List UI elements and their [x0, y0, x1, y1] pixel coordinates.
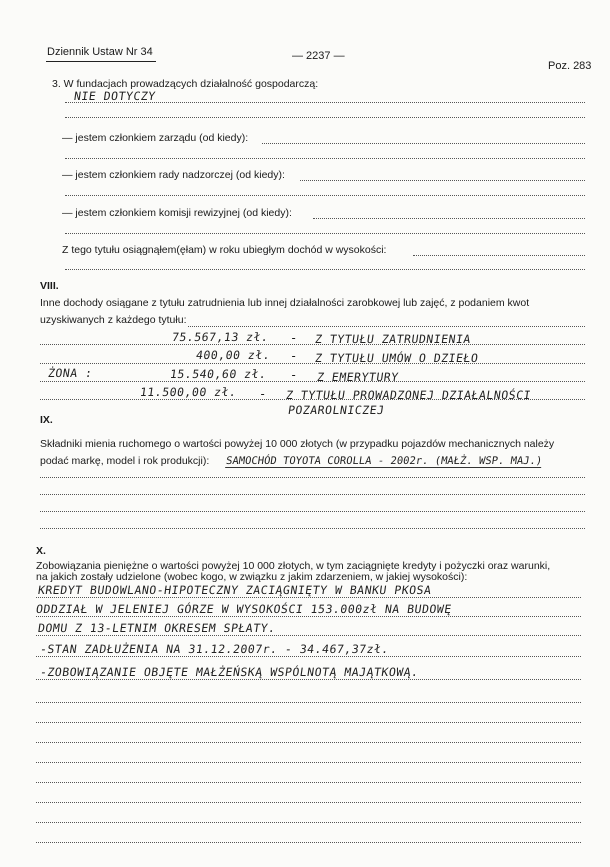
entry-dash-1: - [290, 331, 298, 345]
board-member-label: — jestem członkiem zarządu (od kiedy): [62, 132, 249, 144]
answer-line [413, 255, 585, 256]
section9-text-line1: Składniki mienia ruchomego o wartości powyżej 10 000 złotych (w przypadku pojazdów mechanicznych należy [40, 438, 555, 450]
liability-line-1: KREDYT BUDOWLANO-HIPOTECZNY ZACIĄGNIĘTY W BANKU PKOSA [37, 583, 433, 597]
answer-line [65, 102, 585, 103]
income-source-2: Z TYTUŁU UMÓW O DZIEŁO [314, 351, 480, 365]
answer-line [40, 344, 585, 345]
section3-answer: NIE DOTYCZY [73, 89, 157, 103]
answer-line [40, 494, 585, 495]
section10-text-line1: Zobowiązania pieniężne o wartości powyżej 10 000 złotych, w tym zaciągnięte kredyty i pożyczki oraz warunki, [36, 560, 551, 572]
answer-line [313, 218, 585, 219]
income-amount-3: 15.540,60 zł. [169, 367, 268, 381]
section9-title: IX. [40, 414, 53, 426]
answer-line [36, 762, 581, 763]
answer-line [36, 702, 581, 703]
income-amount-1: 75.567,13 zł. [171, 330, 270, 344]
answer-line [65, 195, 585, 196]
section9-text-line2: podać markę, model i rok produkcji): [40, 455, 210, 467]
section10-title: X. [36, 545, 46, 557]
answer-line [36, 782, 581, 783]
answer-line [36, 822, 581, 823]
answer-line [36, 842, 581, 843]
answer-line [65, 158, 585, 159]
answer-line [40, 399, 585, 400]
answer-line [36, 722, 581, 723]
answer-line [40, 528, 585, 529]
answer-line [36, 635, 581, 636]
movable-property-answer: SAMOCHÓD TOYOTA COROLLA - 2002r. (MAŁŻ. WSP. MAJ.) [225, 455, 543, 467]
income-amount-4: 11.500,00 zł. [139, 385, 238, 399]
supervisory-member-label: — jestem członkiem rady nadzorczej (od kiedy): [62, 169, 285, 181]
position-number: Poz. 283 [548, 60, 592, 72]
entry-dash-4: - [259, 387, 267, 401]
answer-line [40, 363, 585, 364]
spouse-label: ŻONA : [47, 366, 94, 380]
answer-line [36, 597, 581, 598]
income-source-4-continuation: POZAROLNICZEJ [287, 403, 386, 417]
answer-line [65, 233, 585, 234]
liability-line-4: -STAN ZADŁUŻENIA NA 31.12.2007r. - 34.467,37zł. [39, 642, 390, 656]
liability-line-2: ODDZIAŁ W JELENIEJ GÓRZE W WYSOKOŚCI 153.000zł NA BUDOWĘ [35, 602, 453, 616]
section3-heading: 3. W fundacjach prowadzących działalność gospodarczą: [52, 78, 319, 90]
section10-text-line2: na jakich zostały udzielone (wobec kogo, w związku z jakim zdarzeniem, w jakiej wysokości): [36, 571, 468, 583]
answer-line [65, 117, 585, 118]
header-underline [46, 61, 156, 62]
answer-line [188, 326, 585, 327]
income-label: Z tego tytułu osiągnąłem(ęłam) w roku ubiegłym dochód w wysokości: [62, 244, 387, 256]
income-amount-2: 400,00 zł. [195, 348, 272, 362]
answer-line [300, 180, 585, 181]
page-number: — 2237 — [292, 50, 345, 62]
answer-line [36, 802, 581, 803]
answer-line [36, 742, 581, 743]
income-source-1: Z TYTUŁU ZATRUDNIENIA [314, 332, 472, 346]
answer-line [40, 511, 585, 512]
answer-line [36, 679, 581, 680]
journal-title: Dziennik Ustaw Nr 34 [47, 46, 153, 58]
liability-line-3: DOMU Z 13-LETNIM OKRESEM SPŁATY. [37, 621, 277, 635]
section8-text-line2: uzyskiwanych z każdego tytułu: [40, 314, 187, 326]
answer-line [40, 477, 585, 478]
answer-line [36, 656, 581, 657]
income-source-3: Z EMERYTURY [316, 370, 400, 384]
answer-line [40, 381, 585, 382]
income-source-4: Z TYTUŁU PROWADZONEJ DZIAŁALNOŚCI [285, 388, 532, 402]
entry-dash-2: - [290, 349, 298, 363]
liability-line-5: -ZOBOWIĄZANIE OBJĘTE MAŁŻEŃSKĄ WSPÓLNOTĄ MAJĄTKOWĄ. [39, 665, 420, 679]
section8-title: VIII. [40, 280, 59, 292]
audit-member-label: — jestem członkiem komisji rewizyjnej (od kiedy): [62, 207, 292, 219]
section8-text-line1: Inne dochody osiągane z tytułu zatrudnienia lub innej działalności zarobkowej lub zajęć, z podaniem kwot [40, 297, 530, 309]
answer-line [36, 616, 581, 617]
answer-line [65, 269, 585, 270]
answer-line [262, 143, 585, 144]
entry-dash-3: - [290, 368, 298, 382]
